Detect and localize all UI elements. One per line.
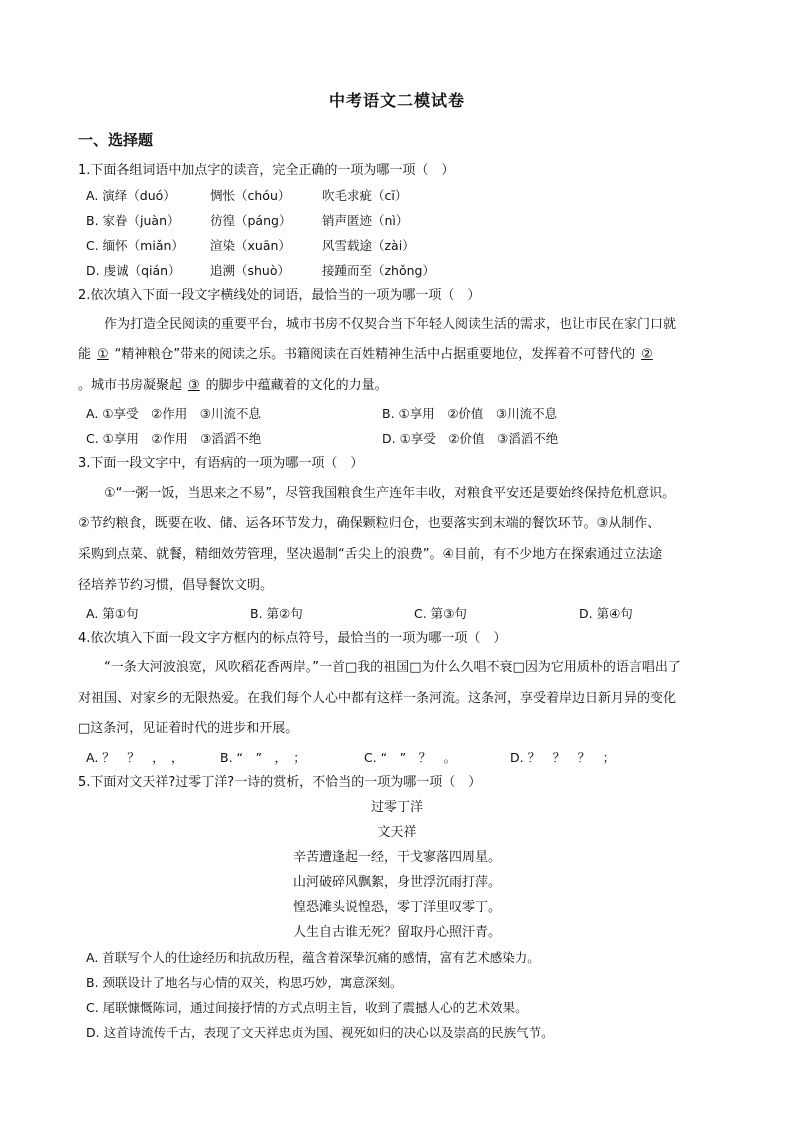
q4-option-c: C. “ ” ？ 。 xyxy=(364,750,457,765)
blank-2: ② xyxy=(641,347,653,362)
q2-passage-line-2: 能 ① “精神粮仓”带来的阅读之乐。书籍阅读在百姓精神生活中占据重要地位，发挥着不可替代的 ② xyxy=(78,346,661,364)
q5-option-c: C. 尾联慷慨陈词，通过间接抒情的方式点明主旨，收到了震撼人心的艺术效果。 xyxy=(86,1000,528,1015)
q1-option-a: A. 演绎（duó） 惆怅（chóu） 吹毛求疵（cī） xyxy=(86,188,408,203)
q1-option-d: D. 虔诚（qián） 追溯（shuò） 接踵而至（zhǒng） xyxy=(86,263,435,278)
q3-option-c: C. 第③句 xyxy=(414,606,467,621)
q4-passage-line-1: “一条大河波浪宽，风吹稻花香两岸。”一首□我的祖国□为什么久唱不衰□因为它用质朴的语言唱出了 xyxy=(104,660,681,675)
q4-passage-line-2: 对祖国、对家乡的无限热爱。在我们每个人心中都有这样一条河流。这条河，享受着岸边日新月异的变化 xyxy=(78,691,677,706)
q1-option-b: B. 家眷（juàn） 彷徨（páng） 销声匿迹（nì） xyxy=(86,213,409,228)
poem-title: 过零丁洋 xyxy=(370,800,423,815)
poem-line-4: 人生自古谁无死？留取丹心照汗青。 xyxy=(292,925,501,940)
question-5-stem: 5.下面对文天祥?过零丁洋?一诗的赏析，不恰当的一项为哪一项（ ） xyxy=(78,775,482,790)
q4-passage-line-3: □这条河，见证着时代的进步和开展。 xyxy=(78,721,299,736)
q1-option-c: C. 缅怀（miǎn） 渲染（xuān） 风雪载途（zài） xyxy=(86,238,415,253)
poem-line-1: 辛苦遭逢起一经，干戈寥落四周星。 xyxy=(292,850,501,865)
question-2-stem: 2.依次填入下面一段文字横线处的词语，最恰当的一项为哪一项（ ） xyxy=(78,288,481,303)
q5-option-a: A. 首联写个人的仕途经历和抗敌历程，蕴含着深挚沉痛的感情，富有艺术感染力。 xyxy=(86,950,540,965)
q3-option-d: D. 第④句 xyxy=(579,606,633,621)
q3-passage-line-1: ①“一粥一饭，当思来之不易”，尽管我国粮食生产连年丰收，对粮食平安还是要始终保持危机意识。 xyxy=(104,486,676,501)
q2-option-a: A. ①享受 ②作用 ③川流不息 xyxy=(86,406,261,421)
q3-option-b: B. 第②句 xyxy=(250,606,303,621)
q2-option-b: B. ①享用 ②价值 ③川流不息 xyxy=(382,406,558,421)
q2-option-c: C. ①享用 ②作用 ③滔滔不绝 xyxy=(86,431,262,446)
q4-option-d: D. ？ ？ ？ ； xyxy=(510,750,616,765)
question-3-stem: 3.下面一段文字中，有语病的一项为哪一项（ ） xyxy=(78,456,364,471)
section-heading: 一、选择题 xyxy=(78,131,154,149)
q3-passage-line-3: 采购到点菜、就餐，精细效劳管理，坚决遏制“舌尖上的浪费”。④目前，有不少地方在探索通过立法途 xyxy=(78,547,663,562)
q5-option-d: D. 这首诗流传千古，表现了文天祥忠贞为国、视死如归的决心以及崇高的民族气节。 xyxy=(86,1025,554,1040)
question-1-stem: 1.下面各组词语中加点字的读音，完全正确的一项为哪一项（ ） xyxy=(78,163,455,178)
q3-passage-line-4: 径培养节约习惯，倡导餐饮文明。 xyxy=(78,578,274,593)
q4-option-a: A. ？ ？ ， ， xyxy=(86,750,184,765)
q3-option-a: A. 第①句 xyxy=(86,606,139,621)
q5-option-b: B. 颈联设计了地名与心情的双关，构思巧妙，寓意深刻。 xyxy=(86,975,403,990)
q2-option-d: D. ①享受 ②价值 ③滔滔不绝 xyxy=(382,431,559,446)
blank-3: ③ xyxy=(188,378,200,393)
q2-passage-line-1: 作为打造全民阅读的重要平台，城市书房不仅契合当下年轻人阅读生活的需求，也让市民在家门口就 xyxy=(104,317,677,332)
q2-passage-line-3: 。城市书房凝聚起 ③ 的脚步中蕴藏着的文化的力量。 xyxy=(78,378,388,393)
poem-line-3: 惶恐滩头说惶恐，零丁洋里叹零丁。 xyxy=(292,900,501,915)
blank-1: ① xyxy=(97,347,109,362)
q4-option-b: B. “ ” ， ； xyxy=(220,750,306,765)
poem-author: 文天祥 xyxy=(377,825,417,840)
poem-line-2: 山河破碎风飘絮，身世浮沉雨打萍。 xyxy=(292,875,501,890)
page-title: 中考语文二模试卷 xyxy=(328,91,465,110)
q3-passage-line-2: ②节约粮食，既要在收、储、运各环节发力，确保颗粒归仓，也要落实到末端的餐饮环节。③从制作、 xyxy=(78,516,661,531)
question-4-stem: 4.依次填入下面一段文字方框内的标点符号，最恰当的一项为哪一项（ ） xyxy=(78,631,507,646)
